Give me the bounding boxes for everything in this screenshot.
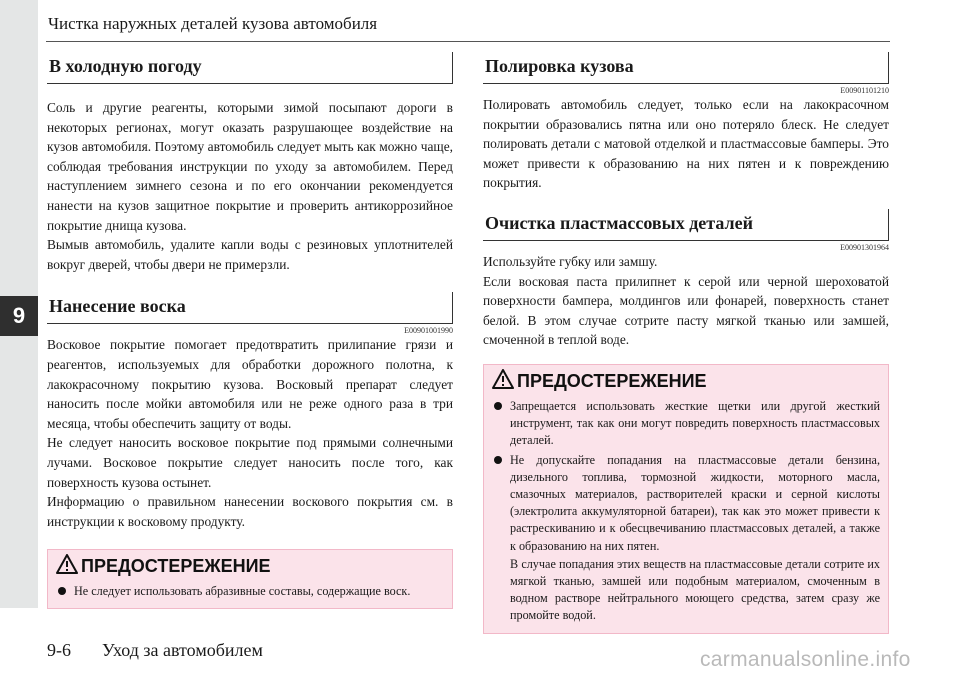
- section-heading-cold-weather: В холодную погоду: [47, 52, 453, 84]
- section-heading-wax: Нанесение воска: [47, 292, 453, 324]
- bullet-icon: [494, 402, 502, 410]
- caution-box: [47, 549, 453, 609]
- paragraph: Соль и другие реагенты, которыми зимой посыпают дороги в некоторых регионах, могут оказать разрушающее воздействие на кузов автомобиля. Поэтому автомобиль следует мыть как можно чаще, соблюдая требования инструкции по уходу за автомобилем. Перед наступлением зимнего сезона и по его окончании рекомендуется нанести на кузов защитное покрытие и проверить антикоррозийное покрытие днища кузова.: [47, 100, 453, 233]
- paragraph: Восковое покрытие помогает предотвратить прилипание грязи и реагентов, используемых для обработки дорожного полотна, к лакокрасочному покрытию кузова. Восковый препарат следует наносить после мойки автомобиля или не реже одного раза в три месяца, чтобы обеспечить защиту от воды.: [47, 337, 453, 431]
- caution-title: ПРЕДОСТЕРЕЖЕНИЕ: [81, 556, 271, 577]
- paragraph: Вымыв автомобиль, удалите капли воды с резиновых уплотнителей вокруг дверей, чтобы двери не примерзли.: [47, 237, 453, 272]
- paragraph: Не следует наносить восковое покрытие под прямыми солнечными лучами. Восковое покрытие следует наносить после того, как поверхность кузова остынет.: [47, 435, 453, 490]
- section-code: E00901301964: [840, 242, 889, 252]
- section-code: E00901001990: [404, 326, 453, 336]
- section-code: E00901101210: [840, 86, 889, 95]
- right-column: [483, 52, 889, 634]
- caution-item: Запрещается использовать жесткие щетки или другой жесткий инструмент, так как они могут повредить поверхность пластмассовых деталей.: [492, 398, 880, 450]
- bullet-icon: [494, 456, 502, 464]
- chapter-tab[interactable]: 9: [0, 296, 38, 336]
- chapter-name: Уход за автомобилем: [102, 640, 263, 660]
- caution-box: [483, 364, 889, 634]
- caution-item: Не допускайте попадания на пластмассовые детали бензина, дизельного топлива, тормозной жидкости, моторного масла, смазочных материалов, растворителей краски и серной кислоты (электролита аккумуляторной батареи), так как это может привести к растрескиванию и к обесцвечиванию пластмассовых деталей, а также к образованию на них пятен. В случае попадания этих веществ на пластмассовые детали сотрите их мягкой тканью, замшей или подобным материалом, смоченным в водном растворе нейтрального моющего средства, затем сразу же промойте водой.: [492, 452, 880, 625]
- paragraph: Полировать автомобиль следует, только если на лакокрасочном покрытии образовались пятна или оно потеряло блеск. Не следует полировать детали с матовой отделкой и пластмассовые бамперы. Это может привести к образованию на них пятен и к повреждению покрытия.: [483, 97, 889, 191]
- section-heading-polish: Полировка кузова: [483, 52, 889, 84]
- caution-title: ПРЕДОСТЕРЕЖЕНИЕ: [517, 370, 707, 391]
- left-column: [47, 52, 453, 609]
- warning-triangle-icon: [492, 369, 514, 394]
- paragraph: Информацию о правильном нанесении воскового покрытия см. в инструкции к восковому продукту.: [47, 494, 453, 529]
- page-title: Чистка наружных деталей кузова автомобиля: [48, 14, 378, 33]
- bullet-icon: [58, 587, 66, 595]
- section-heading-plastic: Очистка пластмассовых деталей: [483, 209, 889, 241]
- caution-header: [48, 550, 452, 581]
- watermark: carmanualsonline.info: [700, 648, 911, 671]
- warning-triangle-icon: [56, 554, 78, 579]
- page-number: 9-6: [47, 640, 71, 660]
- caution-item: Не следует использовать абразивные составы, содержащие воск.: [56, 583, 444, 600]
- title-divider: [46, 41, 890, 42]
- caution-item-extra: В случае попадания этих веществ на пластмассовые детали сотрите их мягкой тканью, замшей или подобным материалом, смоченным в водном растворе нейтрального моющего средства, затем сразу же промойте водой.: [510, 556, 880, 623]
- paragraph: Используйте губку или замшу.: [483, 253, 658, 269]
- paragraph: Если восковая паста прилипнет к серой или черной шероховатой поверхности бампера, молдингов или фонарей, поверхность станет белой. В этом случае сотрите пасту мягкой тканью или замшей, смоченной в теплой воде.: [483, 273, 889, 348]
- caution-header: [484, 365, 888, 396]
